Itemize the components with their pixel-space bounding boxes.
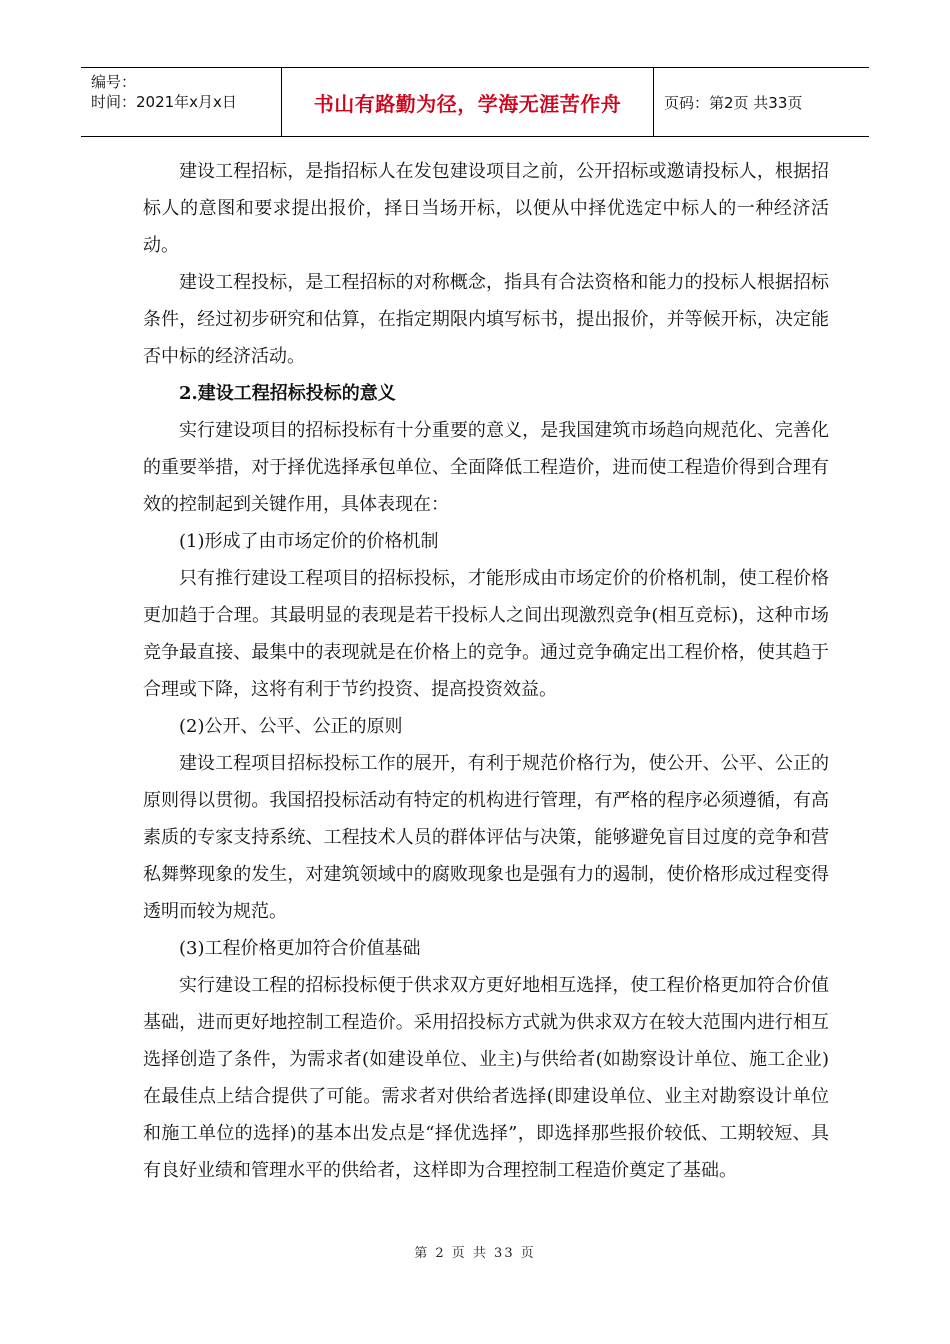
paragraph-value-basis: 实行建设工程的招标投标便于供求双方更好地相互选择，使工程价格更加符合价值基础，进而更好地控制工程造价。采用招投标方式就为供求双方在较大范围内进行相互选择创造了条件，为需求者(如建设单位、业主)与供给者(如勘察设计单位、施工企业)在最佳点上结合提供了可能。需求者对供给者选择(即建设单位、业主对勘察设计单位和施工单位的选择)的基本出发点是“择优选择”，即选择那些报价较低、工期较短、具有良好业绩和管理水平的供给者，这样即为合理控制工程造价奠定了基础。 xyxy=(143,975,829,1181)
date-label: 时间：2021年x月x日 xyxy=(91,93,237,111)
section-heading: 2.建设工程招标投标的意义 xyxy=(179,383,396,404)
page-footer: 第 2 页 共 33 页 xyxy=(414,1246,536,1261)
paragraph-bid-definition: 建设工程投标，是工程招标的对称概念，指具有合法资格和能力的投标人根据招标条件，经过初步研究和估算，在指定期限内填写标书，提出报价，并等候开标，决定能否中标的经济活动。 xyxy=(143,272,829,367)
paragraph-fairness: 建设工程项目招标投标工作的展开，有利于规范价格行为，使公开、公平、公正的原则得以贯彻。我国招投标活动有特定的机构进行管理，有严格的程序必须遵循，有高素质的专家支持系统、工程技术人员的群体评估与决策，能够避免盲目过度的竞争和营私舞弊现象的发生，对建筑领域中的腐败现象也是强有力的遏制，使价格形成过程变得透明而较为规范。 xyxy=(143,753,829,922)
paragraph-market-pricing: 只有推行建设工程项目的招标投标，才能形成由市场定价的价格机制，使工程价格更加趋于合理。其最明显的表现是若干投标人之间出现激烈竞争(相互竞标)，这种市场竞争最直接、最集中的表现就是在价格上的竞争。通过竞争确定出工程价格，使其趋于合理或下降，这将有利于节约投资、提高投资效益。 xyxy=(143,568,829,700)
document-body xyxy=(143,153,829,1189)
document-header xyxy=(81,67,869,137)
header-meta-cell xyxy=(81,68,282,136)
number-label: 编号： xyxy=(91,73,137,91)
motto-text: 书山有路勤为径，学海无涯苦作舟 xyxy=(313,91,622,116)
header-motto-cell xyxy=(282,68,654,136)
subheading-1: (1)形成了由市场定价的价格机制 xyxy=(179,531,439,552)
header-page-cell xyxy=(654,68,869,136)
paragraph-significance: 实行建设项目的招标投标有十分重要的意义，是我国建筑市场趋向规范化、完善化的重要举措，对于择优选择承包单位、全面降低工程造价，进而使工程造价得到合理有效的控制起到关键作用，具体表现在： xyxy=(143,420,829,515)
subheading-3: (3)工程价格更加符合价值基础 xyxy=(179,938,421,959)
subheading-2: (2)公开、公平、公正的原则 xyxy=(179,716,403,737)
paragraph-tender-definition: 建设工程招标，是指招标人在发包建设项目之前，公开招标或邀请投标人，根据招标人的意图和要求提出报价，择日当场开标，以便从中择优选定中标人的一种经济活动。 xyxy=(143,161,829,256)
page-info: 页码：第2页 共33页 xyxy=(664,93,803,112)
